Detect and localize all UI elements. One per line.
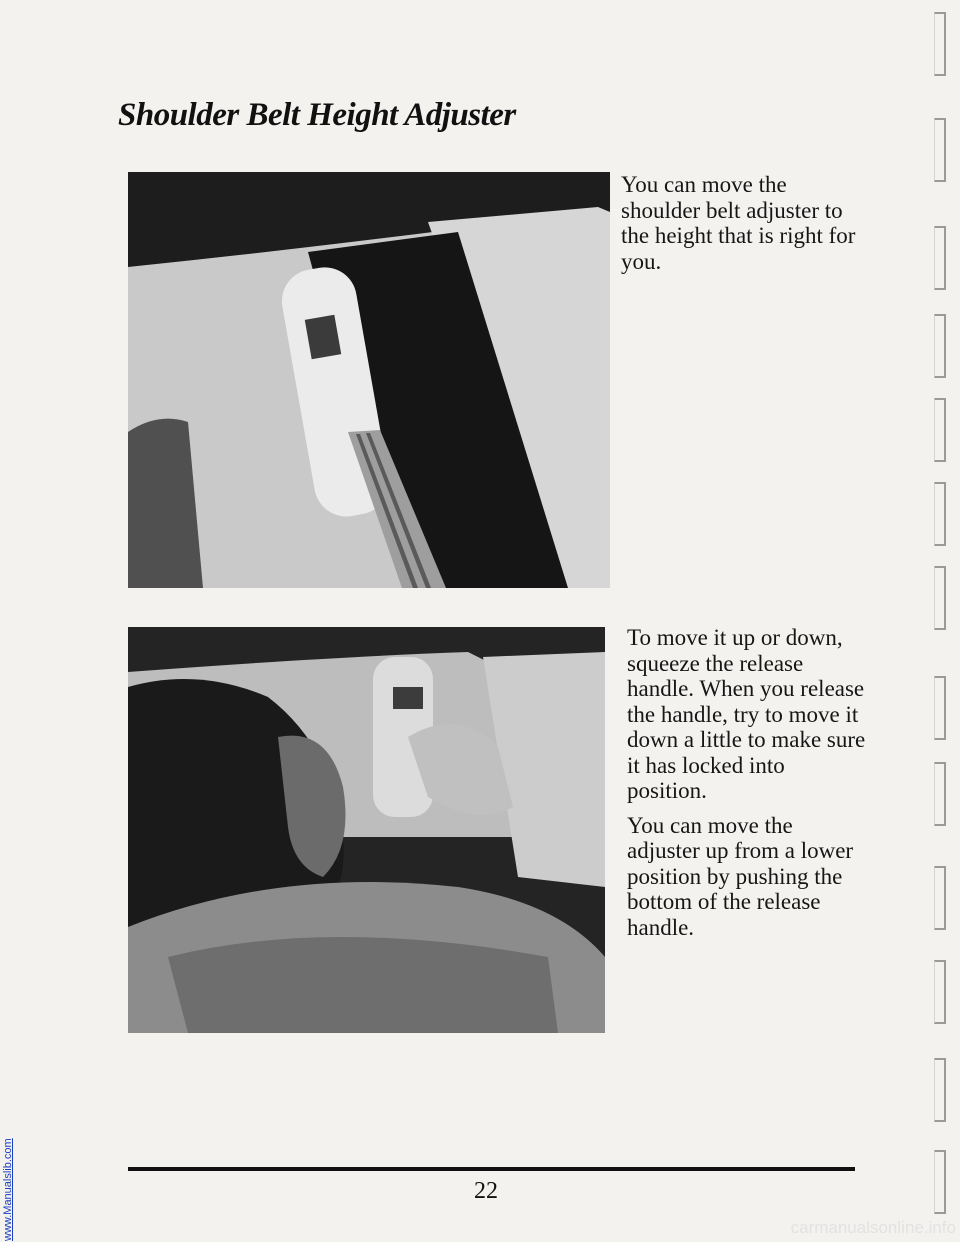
intro-text [621,172,861,283]
intro-paragraph: You can move the shoulder belt adjuster to the height that is right for you. [621,172,856,274]
tab-marker [934,960,946,1024]
tab-marker [934,314,946,378]
instructions-paragraph-2: You can move the adjuster up from a lower position by pushing the bottom of the release handle. [627,812,854,940]
page-title: Shoulder Belt Height Adjuster [118,97,516,133]
tab-marker [934,118,946,182]
tab-marker [934,12,946,76]
tab-marker [934,482,946,546]
shoulder-belt-adjuster-photo [128,172,610,588]
tab-marker [934,566,946,630]
manualslib-link[interactable]: www.Manualslib.com [2,1138,14,1241]
tab-marker [934,398,946,462]
tab-marker [934,1058,946,1122]
instructions-text [627,625,867,949]
tab-marker [934,226,946,290]
tab-marker [934,1150,946,1214]
tab-marker [934,676,946,740]
tab-marker [934,762,946,826]
section-tab-markers [922,0,960,1242]
footer-watermark: carmanualsonline.info [790,1218,956,1237]
instructions-paragraph-1: To move it up or down, squeeze the release handle. When you release the handle, try to move it down a little to make sure it has locked into position. [627,625,866,803]
footer-rule [128,1167,855,1171]
person-adjusting-belt-photo [128,627,605,1033]
side-watermark [0,0,16,1242]
page-number: 22 [474,1178,498,1204]
tab-marker [934,866,946,930]
